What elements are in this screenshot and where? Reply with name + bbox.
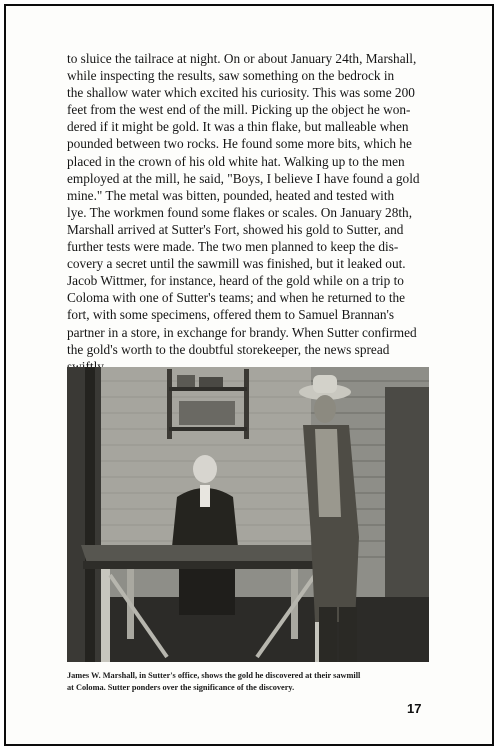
body-line: lye. The workmen found some flakes or scales. On January 28th, (67, 204, 413, 220)
body-line: mine." The metal was bitten, pounded, heated and tested with (67, 187, 395, 203)
page-frame (4, 4, 494, 746)
body-line: covery a secret until the sawmill was finished, but it leaked out. (67, 256, 406, 272)
body-line: pounded between two rocks. He found some more bits, which he (67, 136, 412, 152)
body-line: fort, with some specimens, offered them to Samuel Brannan's (67, 307, 395, 323)
caption-line: James W. Marshall, in Sutter's office, shows the gold he discovered at their sawmill (67, 671, 361, 680)
body-line: Marshall arrived at Sutter's Fort, showed his gold to Sutter, and (67, 221, 404, 237)
body-line: to sluice the tailrace at night. On or about January 24th, Marshall, (67, 51, 417, 66)
doorway (67, 367, 101, 662)
body-line: Coloma with one of Sutter's teams; and when he returned to the (67, 290, 406, 306)
page-number: 17 (407, 701, 422, 716)
body-line: the gold's worth to the doubtful storekeeper, the news spread (67, 341, 390, 357)
body-line: dered if it might be gold. It was a thin flake, but malleable when (67, 119, 409, 135)
photograph (67, 367, 429, 662)
body-line: placed in the crown of his old white hat. Walking up to the men (67, 153, 405, 169)
body-line: partner in a store, in exchange for brandy. When Sutter confirmed (67, 324, 417, 340)
caption-line: at Coloma. Sutter ponders over the significance of the discovery. (67, 683, 295, 692)
body-line: feet from the west end of the mill. Picking up the object he won- (67, 102, 411, 118)
body-line: Jacob Wittmer, for instance, heard of the gold while on a trip to (67, 273, 404, 289)
body-line: the shallow water which excited his curiosity. This was some 200 (67, 85, 415, 101)
body-line: further tests were made. The two men planned to keep the dis- (67, 239, 399, 255)
body-line: while inspecting the results, saw something on the bedrock in (67, 68, 395, 84)
body-line: employed at the mill, he said, "Boys, I believe I have found a gold (67, 170, 420, 186)
body-text (67, 50, 441, 375)
photo-caption (67, 670, 429, 694)
